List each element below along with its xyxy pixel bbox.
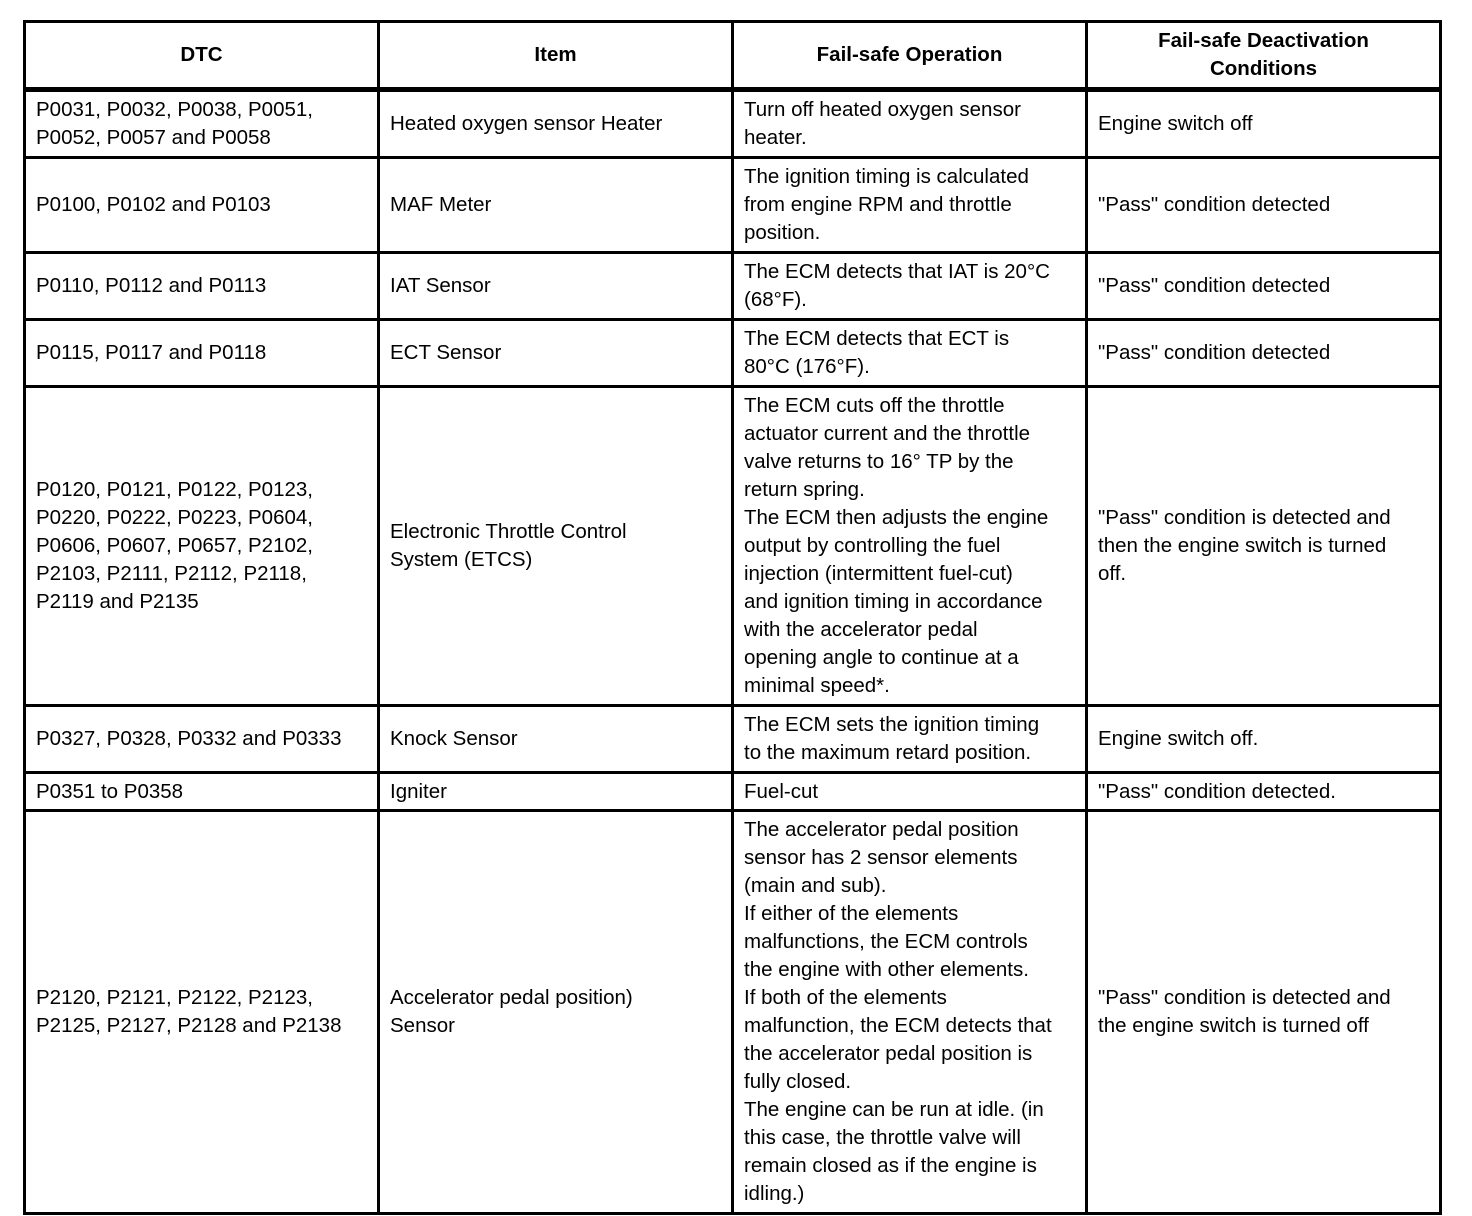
cell-operation: The ECM detects that IAT is 20°C (68°F). [733, 253, 1087, 320]
cell-dtc: P0100, P0102 and P0103 [25, 158, 379, 253]
cell-dtc: P0120, P0121, P0122, P0123, P0220, P0222, P0223, P0604, P0606, P0607, P0657, P2102, P2103, P2111, P2112, P2118, P2119 and P2135 [25, 387, 379, 706]
cell-item: Accelerator pedal position) Sensor [379, 811, 733, 1214]
cell-operation: The ECM sets the ignition timing to the maximum retard position. [733, 706, 1087, 773]
cell-dtc: P0327, P0328, P0332 and P0333 [25, 706, 379, 773]
cell-deactivation: Engine switch off. [1087, 706, 1441, 773]
cell-item: Knock Sensor [379, 706, 733, 773]
cell-deactivation: "Pass" condition detected [1087, 320, 1441, 387]
cell-deactivation: Engine switch off [1087, 90, 1441, 158]
fail-safe-table [23, 20, 1442, 1215]
table-row [25, 90, 1441, 158]
table-row [25, 158, 1441, 253]
cell-deactivation: "Pass" condition is detected and then the engine switch is turned off. [1087, 387, 1441, 706]
cell-dtc: P0351 to P0358 [25, 773, 379, 811]
cell-dtc: P0115, P0117 and P0118 [25, 320, 379, 387]
cell-operation: The ECM detects that ECT is 80°C (176°F). [733, 320, 1087, 387]
table-row [25, 253, 1441, 320]
cell-dtc: P0031, P0032, P0038, P0051, P0052, P0057 and P0058 [25, 90, 379, 158]
cell-deactivation: "Pass" condition detected [1087, 253, 1441, 320]
table-row [25, 773, 1441, 811]
cell-deactivation: "Pass" condition is detected and the engine switch is turned off [1087, 811, 1441, 1214]
table-row [25, 706, 1441, 773]
cell-item: Electronic Throttle Control System (ETCS) [379, 387, 733, 706]
cell-operation: Fuel-cut [733, 773, 1087, 811]
header-deactivation-conditions: Fail-safe Deactivation Conditions [1087, 22, 1441, 90]
cell-item: MAF Meter [379, 158, 733, 253]
cell-operation: Turn off heated oxygen sensor heater. [733, 90, 1087, 158]
cell-deactivation: "Pass" condition detected [1087, 158, 1441, 253]
cell-operation: The ignition timing is calculated from engine RPM and throttle position. [733, 158, 1087, 253]
cell-dtc: P0110, P0112 and P0113 [25, 253, 379, 320]
cell-item: ECT Sensor [379, 320, 733, 387]
header-dtc: DTC [25, 22, 379, 90]
cell-operation: The accelerator pedal position sensor has 2 sensor elements (main and sub). If either of the elements malfunctions, the ECM controls the engine with other elements. If both of the elements malfunction, the ECM detects that the accelerator pedal position is fully closed. The engine can be run at idle. (in this case, the throttle valve will remain closed as if the engine is idling.) [733, 811, 1087, 1214]
cell-dtc: P2120, P2121, P2122, P2123, P2125, P2127, P2128 and P2138 [25, 811, 379, 1214]
cell-item: Igniter [379, 773, 733, 811]
header-row [25, 22, 1441, 90]
table-row [25, 387, 1441, 706]
table-row [25, 320, 1441, 387]
cell-item: Heated oxygen sensor Heater [379, 90, 733, 158]
cell-operation: The ECM cuts off the throttle actuator current and the throttle valve returns to 16° TP by the return spring. The ECM then adjusts the engine output by controlling the fuel injection (intermittent fuel-cut) and ignition timing in accordance with the accelerator pedal opening angle to continue at a minimal speed*. [733, 387, 1087, 706]
cell-deactivation: "Pass" condition detected. [1087, 773, 1441, 811]
table-row [25, 811, 1441, 1214]
header-fail-safe-operation: Fail-safe Operation [733, 22, 1087, 90]
cell-item: IAT Sensor [379, 253, 733, 320]
header-item: Item [379, 22, 733, 90]
